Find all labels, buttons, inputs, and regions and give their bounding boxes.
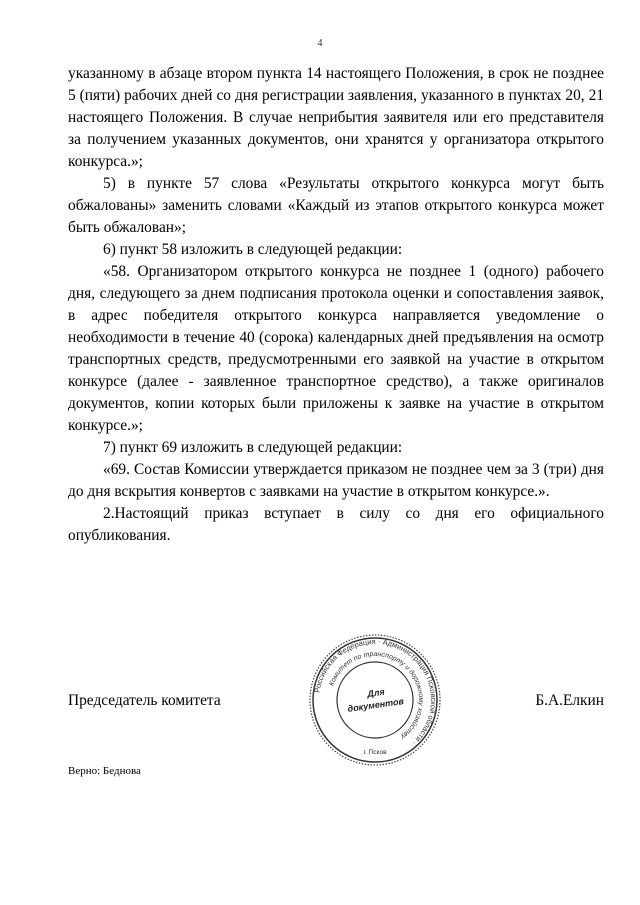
official-stamp xyxy=(307,632,443,768)
paragraph-item-7: 7) пункт 69 изложить в следующей редакции: xyxy=(103,439,403,456)
verified-note: Верно: Беднова xyxy=(68,765,141,777)
stamp-bottom-text: г. Псков xyxy=(363,749,387,756)
paragraph-continuation: указанному в абзаце втором пункта 14 настоящего Положения, в срок не позднее 5 (пяти) рабочих дней со дня регистрации заявления, указанного в пунктах 20, 21 настоящего Положения. В случае неприбытия заявителя или его представителя за получением указанных документов, они хранятся у организатора открытого конкурса.»; xyxy=(68,65,604,170)
document-body xyxy=(68,63,604,547)
signatory-name: Б.А.Елкин xyxy=(535,692,604,709)
stamp-inner-text: Комитет по транспорту и дорожному хозяйству xyxy=(328,650,425,740)
paragraph-item-5: 5) в пункте 57 слова «Результаты открытого конкурса могут быть обжалованы» заменить словами «Каждый из этапов открытого конкурса может быть обжалован»; xyxy=(68,175,604,236)
signatory-title: Председатель комитета xyxy=(68,692,221,709)
stamp-outer-text: Российская Федерация · Администрация Псковской области · xyxy=(312,636,439,748)
page-number: 4 xyxy=(317,38,323,49)
stamp-center-line-2: документов xyxy=(346,696,405,714)
paragraph-effective-date: 2.Настоящий приказ вступает в силу со дня его официального опубликования. xyxy=(68,505,604,544)
paragraph-clause-58: «58. Организатором открытого конкурса не позднее 1 (одного) рабочего дня, следующего за днем подписания протокола оценки и сопоставления заявок, в адрес победителя открытого конкурса направляется уведомление о необходимости в течение 40 (сорока) календарных дней предъявления на осмотр транспортных средств, предусмотренными его заявкой на участие в открытом конкурсе (далее - заявленное транспортное средство), а также оригиналов документов, копии которых были приложены к заявке на участие в открытом конкурсе.»; xyxy=(68,263,604,434)
stamp-center-line-1: Для xyxy=(366,686,386,699)
paragraph-clause-69: «69. Состав Комиссии утверждается приказом не позднее чем за 3 (три) дня до дня вскрытия конвертов с заявками на участие в открытом конкурсе.». xyxy=(68,461,604,500)
paragraph-item-6: 6) пункт 58 изложить в следующей редакции: xyxy=(103,241,403,258)
